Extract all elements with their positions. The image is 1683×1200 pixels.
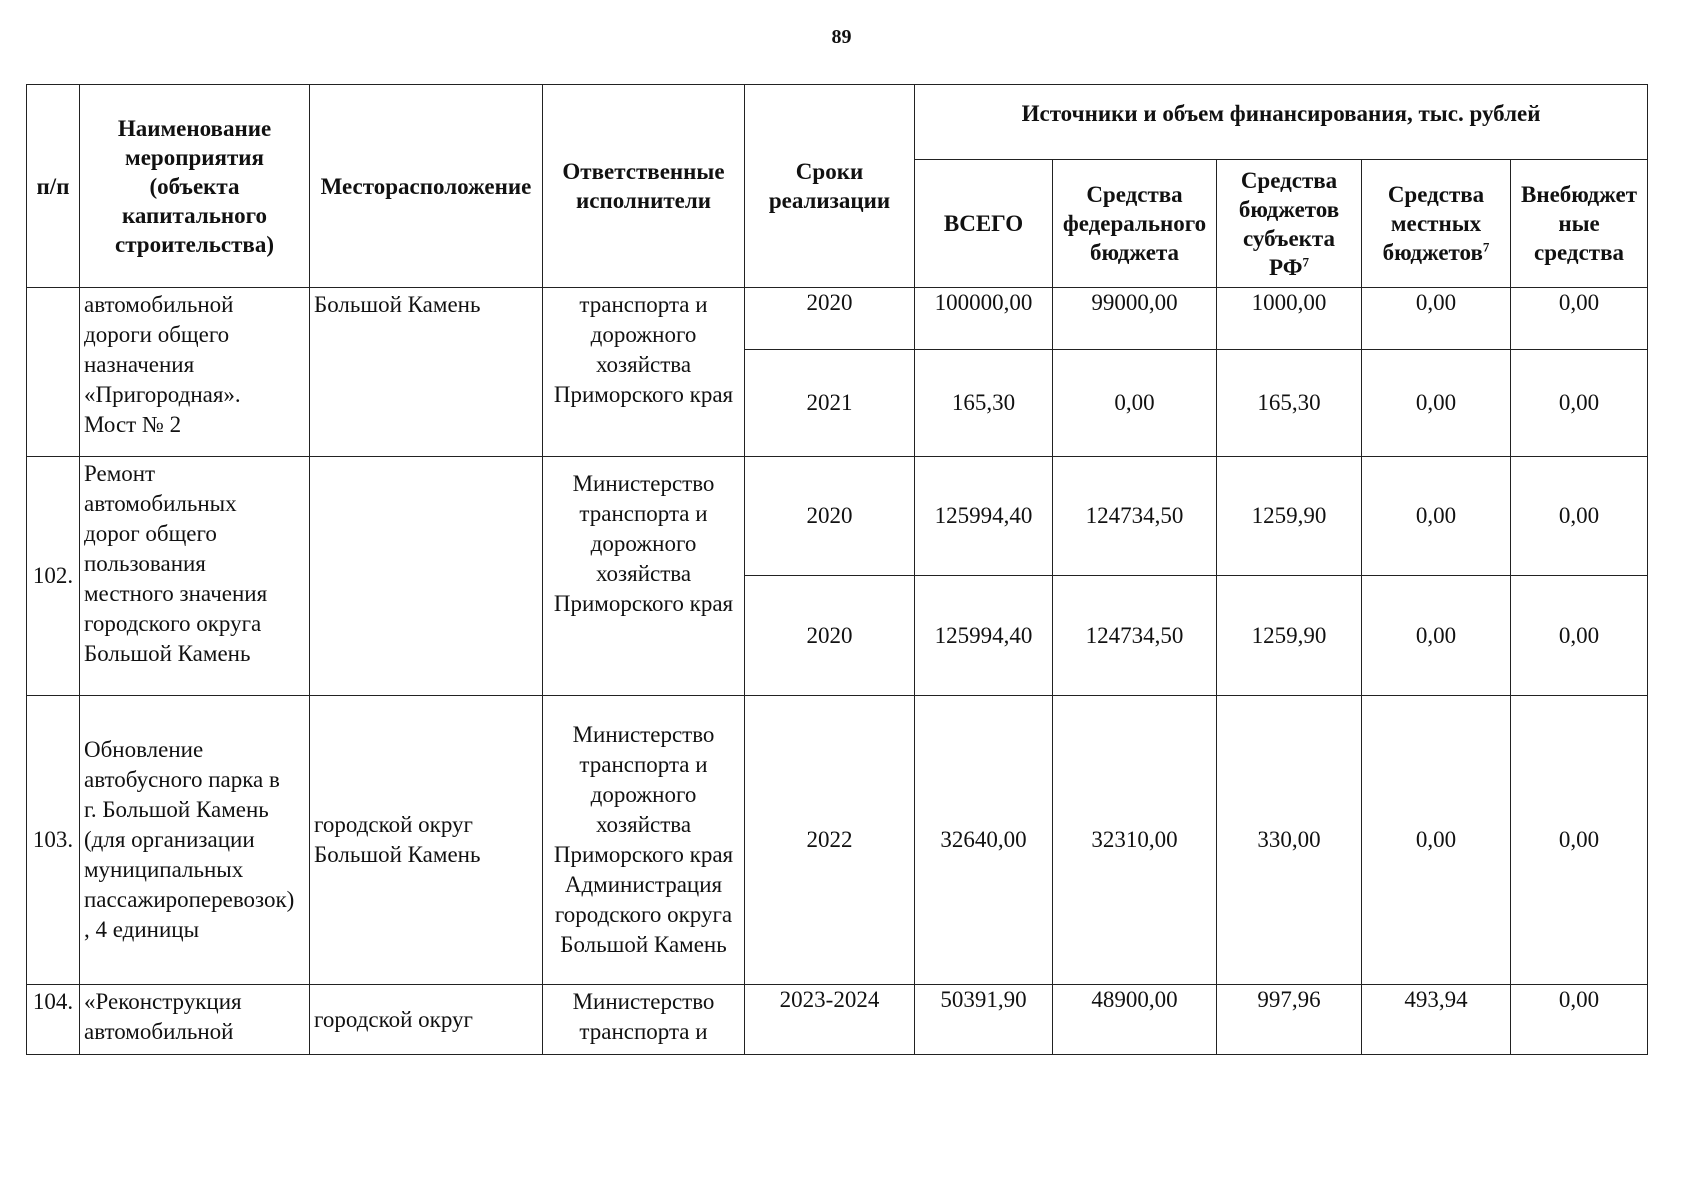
row-total: 50391,90 xyxy=(915,985,1053,1055)
header-row-top xyxy=(27,85,1648,160)
row-term: 2020 xyxy=(745,576,915,696)
header-responsible: Ответственные исполнители xyxy=(543,85,745,288)
row-local: 0,00 xyxy=(1362,288,1511,350)
row-term: 2023-2024 xyxy=(745,985,915,1055)
row-location xyxy=(310,457,543,696)
row-subject: 997,96 xyxy=(1217,985,1362,1055)
row-responsible: Министерство транспорта и дорожного хозяйства Приморского края Администрация городского округа Большой Камень xyxy=(543,696,745,985)
header-federal: Средства федерального бюджета xyxy=(1053,160,1217,288)
row-subject: 165,30 xyxy=(1217,350,1362,457)
row-local: 0,00 xyxy=(1362,350,1511,457)
row-federal: 32310,00 xyxy=(1053,696,1217,985)
page-number: 89 xyxy=(831,26,852,48)
row-extra: 0,00 xyxy=(1511,985,1648,1055)
row-name: «Реконструкция автомобильной xyxy=(80,985,310,1055)
row-local: 0,00 xyxy=(1362,457,1511,576)
header-subject-text: Средства бюджетов субъекта РФ xyxy=(1238,167,1340,280)
row-extra: 0,00 xyxy=(1511,288,1648,350)
row-term: 2020 xyxy=(745,288,915,350)
table-row xyxy=(27,985,1648,1055)
header-subject xyxy=(1217,160,1362,288)
row-total: 100000,00 xyxy=(915,288,1053,350)
row-local: 493,94 xyxy=(1362,985,1511,1055)
row-location: городской округ xyxy=(310,985,543,1055)
row-subject: 1000,00 xyxy=(1217,288,1362,350)
row-subject: 1259,90 xyxy=(1217,576,1362,696)
row-term: 2021 xyxy=(745,350,915,457)
row-subject: 1259,90 xyxy=(1217,457,1362,576)
table-row xyxy=(27,288,1648,350)
header-extra: Внебюджет ные средства xyxy=(1511,160,1648,288)
row-federal: 124734,50 xyxy=(1053,576,1217,696)
row-total: 125994,40 xyxy=(915,576,1053,696)
row-federal: 48900,00 xyxy=(1053,985,1217,1055)
row-name: Обновление автобусного парка в г. Большой Камень (для организации муниципальных пассажироперевозок) , 4 единицы xyxy=(80,696,310,985)
header-terms: Сроки реализации xyxy=(745,85,915,288)
header-local-footnote: 7 xyxy=(1482,239,1490,255)
row-federal: 124734,50 xyxy=(1053,457,1217,576)
row-local: 0,00 xyxy=(1362,576,1511,696)
row-extra: 0,00 xyxy=(1511,457,1648,576)
row-responsible: Министерство транспорта и дорожного хозяйства Приморского края xyxy=(543,457,745,696)
table-row xyxy=(27,696,1648,985)
row-name: Ремонт автомобильных дорог общего пользования местного значения городского округа Большой Камень xyxy=(80,457,310,696)
header-subject-footnote: 7 xyxy=(1302,253,1309,269)
header-sources: Источники и объем финансирования, тыс. рублей xyxy=(915,85,1648,160)
row-term: 2020 xyxy=(745,457,915,576)
row-extra: 0,00 xyxy=(1511,350,1648,457)
row-total: 165,30 xyxy=(915,350,1053,457)
row-total: 32640,00 xyxy=(915,696,1053,985)
header-local-text: Средства местных бюджетов xyxy=(1382,182,1485,265)
row-num xyxy=(27,288,80,457)
row-term: 2022 xyxy=(745,696,915,985)
header-name: Наименование мероприятия (объекта капитального строительства) xyxy=(80,85,310,288)
row-location: городской округ Большой Камень xyxy=(310,696,543,985)
row-num: 103. xyxy=(27,696,80,985)
row-federal: 99000,00 xyxy=(1053,288,1217,350)
table-row xyxy=(27,457,1648,576)
row-num: 104. xyxy=(27,985,80,1055)
row-responsible: Министерство транспорта и xyxy=(543,985,745,1055)
row-location: Большой Камень xyxy=(310,288,543,457)
row-extra: 0,00 xyxy=(1511,576,1648,696)
row-name: автомобильной дороги общего назначения «Пригородная». Мост № 2 xyxy=(80,288,310,457)
row-federal: 0,00 xyxy=(1053,350,1217,457)
financing-table xyxy=(26,84,1648,1055)
row-local: 0,00 xyxy=(1362,696,1511,985)
row-extra: 0,00 xyxy=(1511,696,1648,985)
row-total: 125994,40 xyxy=(915,457,1053,576)
row-subject: 330,00 xyxy=(1217,696,1362,985)
header-total: ВСЕГО xyxy=(915,160,1053,288)
header-location: Месторасположение xyxy=(310,85,543,288)
header-num: п/п xyxy=(27,85,80,288)
row-num: 102. xyxy=(27,457,80,696)
row-responsible: транспорта и дорожного хозяйства Приморского края xyxy=(543,288,745,457)
header-local xyxy=(1362,160,1511,288)
